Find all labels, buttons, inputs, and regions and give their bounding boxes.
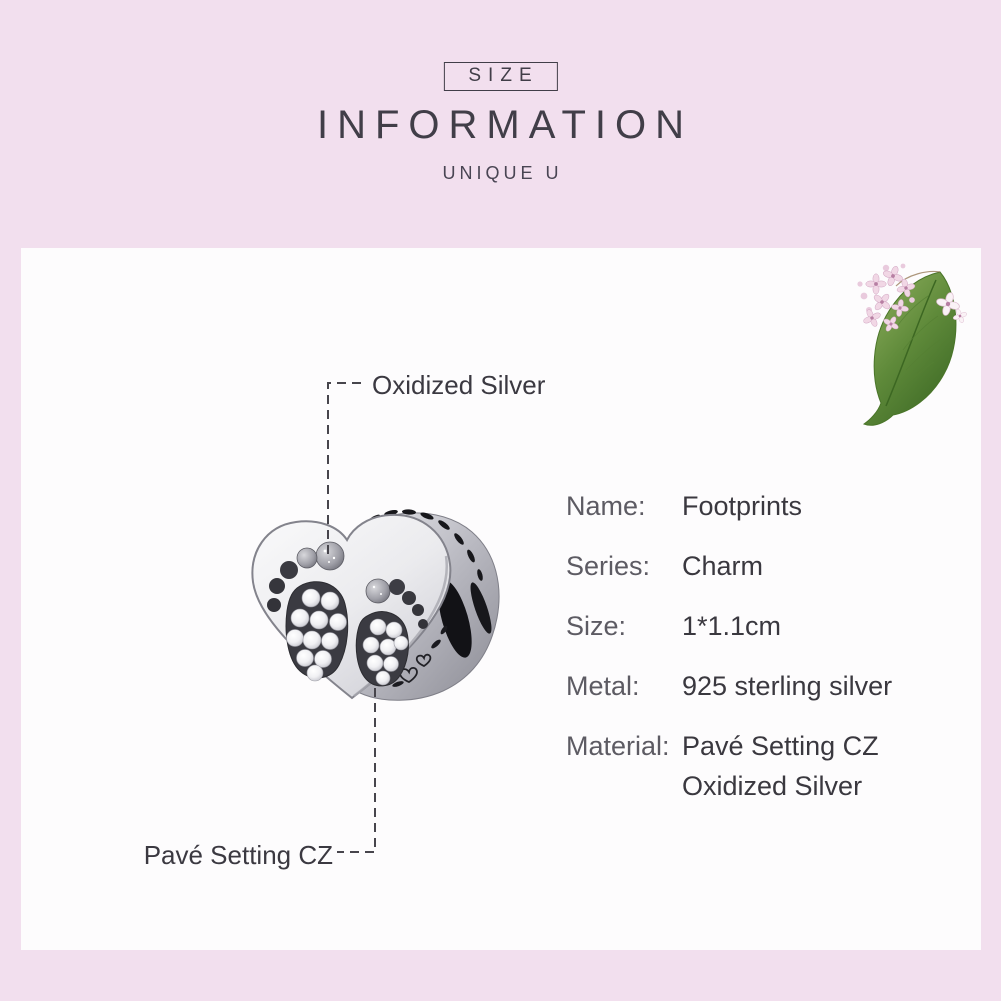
brand-subtitle: UNIQUE U <box>442 163 563 183</box>
spec-label: Metal: <box>566 671 640 701</box>
spec-row-name <box>566 486 966 526</box>
spec-row-metal <box>566 666 966 706</box>
spec-label: Name: <box>566 491 646 521</box>
annotation-pave-setting-cz: Pavé Setting CZ <box>143 840 333 870</box>
page-title: INFORMATION <box>316 103 693 147</box>
heart-footprints-charm-image <box>250 506 500 711</box>
header <box>0 0 1001 248</box>
spec-value: 1*1.1cm <box>682 611 782 641</box>
spec-value: 925 sterling silver <box>682 671 893 701</box>
spec-label: Material: <box>566 731 670 761</box>
spec-list <box>566 486 966 826</box>
spec-value-line2: Oxidized Silver <box>682 771 863 801</box>
spec-value: Pavé Setting CZ <box>682 731 879 761</box>
size-badge <box>443 62 557 91</box>
spec-label: Size: <box>566 611 627 641</box>
spec-row-size <box>566 606 966 646</box>
spec-value: Footprints <box>682 491 803 521</box>
spec-row-series <box>566 546 966 586</box>
size-badge-label: SIZE <box>468 65 539 86</box>
spec-value: Charm <box>682 551 764 581</box>
lilac-leaf-illustration-icon <box>848 256 970 428</box>
spec-label: Series: <box>566 551 651 581</box>
annotation-oxidized-silver: Oxidized Silver <box>372 370 546 400</box>
spec-row-material <box>566 726 966 806</box>
